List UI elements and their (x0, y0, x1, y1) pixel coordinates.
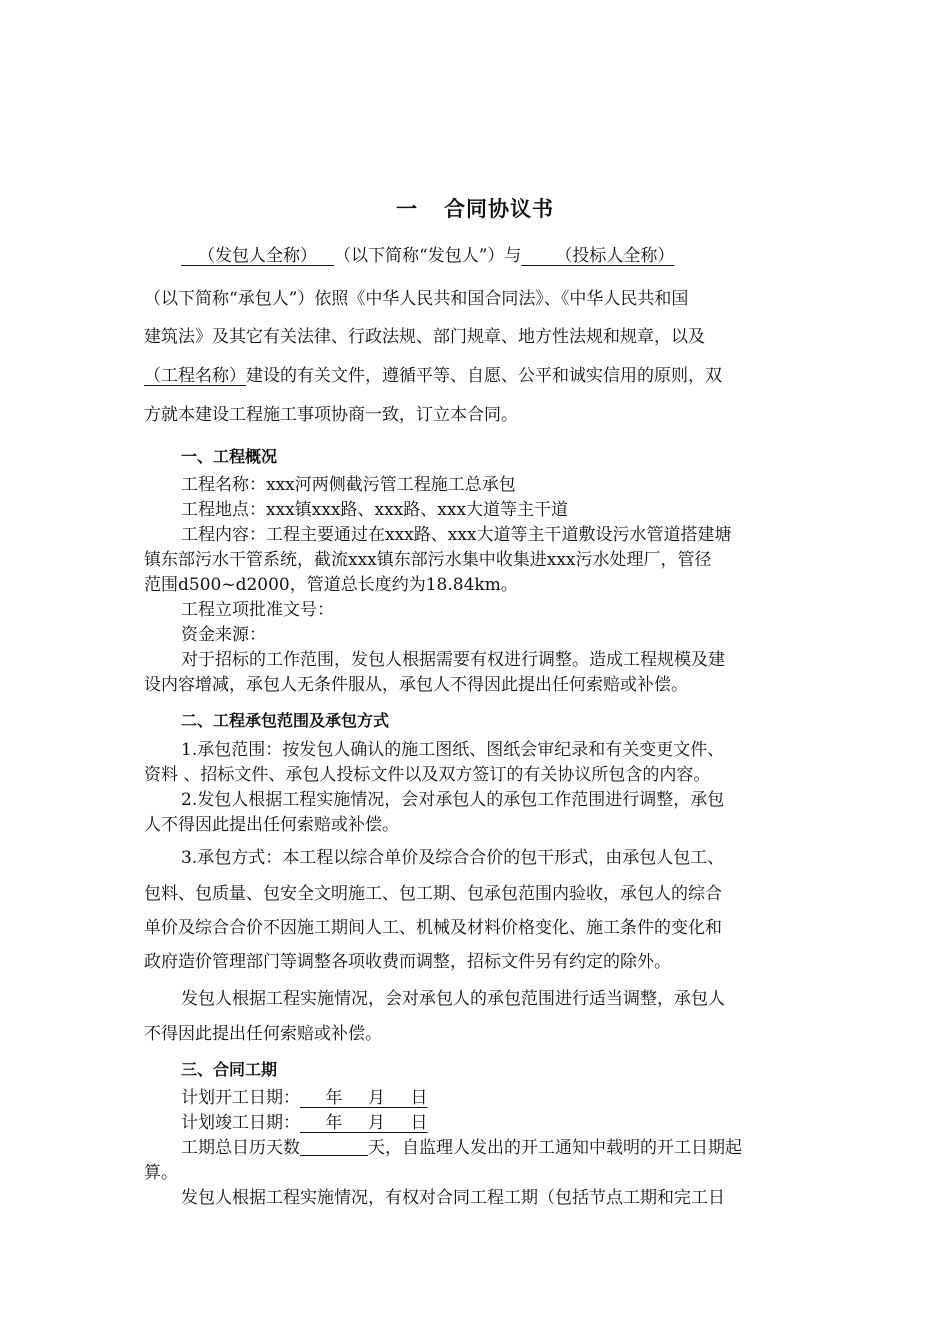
scope-para-3-line-1: 3.承包方式：本工程以综合单价及综合合价的包干形式，由承包人包工、 (181, 848, 725, 868)
scope-adjust-line-2: 设内容增减，承包人无条件服从，承包人不得因此提出任何索赔或补偿。 (144, 675, 688, 695)
start-date-field[interactable]: 年 月 日 (325, 1088, 428, 1108)
planned-end-date-line: 计划竣工日期： 年 月 日 (181, 1113, 428, 1133)
project-content-line-2: 镇东部污水干管系统，截流xxx镇东部污水集中收集进xxx污水处理厂，管径 (144, 550, 712, 570)
planned-start-date-line: 计划开工日期： 年 月 日 (181, 1088, 428, 1108)
page-title (0, 193, 950, 223)
scope-para-1-line-2: 资料 、招标文件、承包人投标文件以及双方签订的有关协议所包含的内容。 (144, 765, 711, 785)
section-3-heading: 三、合同工期 (181, 1060, 278, 1079)
intro-line-4: （工程名称）建设的有关文件，遵循平等、自愿、公平和诚实信用的原则，双 (144, 366, 722, 386)
section-2-heading: 二、工程承包范围及承包方式 (181, 711, 390, 730)
scope-para-3-line-3: 单价及综合合价不因施工期间人工、机械及材料价格变化、施工条件的变化和 (144, 918, 722, 938)
end-date-field[interactable]: 年 月 日 (325, 1113, 428, 1133)
scope-para-2-line-2: 人不得因此提出任何索赔或补偿。 (144, 815, 399, 835)
total-days-field[interactable] (300, 1137, 368, 1156)
funding-source-line: 资金来源： (181, 625, 266, 645)
scope-para-2-line-1: 2.发包人根据工程实施情况，会对承包人的承包工作范围进行调整，承包 (181, 790, 725, 810)
intro-line-2: （以下简称“承包人”）依照《中华人民共和国合同法》、《中华人民共和国 (144, 289, 689, 309)
approval-number-line: 工程立项批准文号： (181, 600, 334, 620)
total-days-line: 工期总日历天数 天，自监理人发出的开工通知中载明的开工日期起 (181, 1138, 742, 1158)
bidder-name-field[interactable]: （投标人全称） (555, 246, 675, 266)
scope-adjust-line-1: 对于招标的工作范围，发包人根据需要有权进行调整。造成工程规模及建 (181, 650, 725, 670)
scope-para-3-line-2: 包料、包质量、包安全文明施工、包工期、包承包范围内验收，承包人的综合 (144, 884, 722, 904)
intro-line-3: 建筑法》及其它有关法律、行政法规、部门规章、地方性法规和规章，以及 (144, 327, 705, 347)
schedule-adjust-line: 发包人根据工程实施情况，有权对合同工程工期（包括节点工期和完工日 (181, 1188, 725, 1208)
title-text: 合同协议书 (444, 197, 554, 221)
employer-name-field[interactable]: （发包人全称） (198, 246, 317, 266)
intro-line-1: （发包人全称） （以下简称“发包人”）与 （投标人全称） (181, 241, 674, 266)
project-content-line-3: 范围d500~d2000，管道总长度约为18.84km。 (144, 575, 518, 595)
scope-para-4-line-2: 不得因此提出任何索赔或补偿。 (144, 1024, 382, 1044)
title-number: 一 (396, 197, 418, 221)
project-location-line: 工程地点：xxx镇xxx路、xxx路、xxx大道等主干道 (181, 500, 569, 520)
section-1-heading: 一、工程概况 (181, 447, 278, 466)
intro-line-5: 方就本建设工程施工事项协商一致，订立本合同。 (144, 405, 518, 425)
project-content-line-1: 工程内容：工程主要通过在xxx路、xxx大道等主干道敷设污水管道搭建塘 (181, 525, 732, 545)
scope-para-1-line-1: 1.承包范围：按发包人确认的施工图纸、图纸会审纪录和有关变更文件、 (181, 740, 725, 760)
scope-para-4-line-1: 发包人根据工程实施情况，会对承包人的承包范围进行适当调整，承包人 (181, 989, 725, 1009)
project-name-field[interactable]: （工程名称） (144, 366, 246, 386)
scope-para-3-line-4: 政府造价管理部门等调整各项收费而调整，招标文件另有约定的除外。 (144, 952, 671, 972)
total-days-line-cont: 算。 (144, 1163, 178, 1183)
project-name-line: 工程名称：xxx河两侧截污管工程施工总承包 (181, 475, 516, 495)
